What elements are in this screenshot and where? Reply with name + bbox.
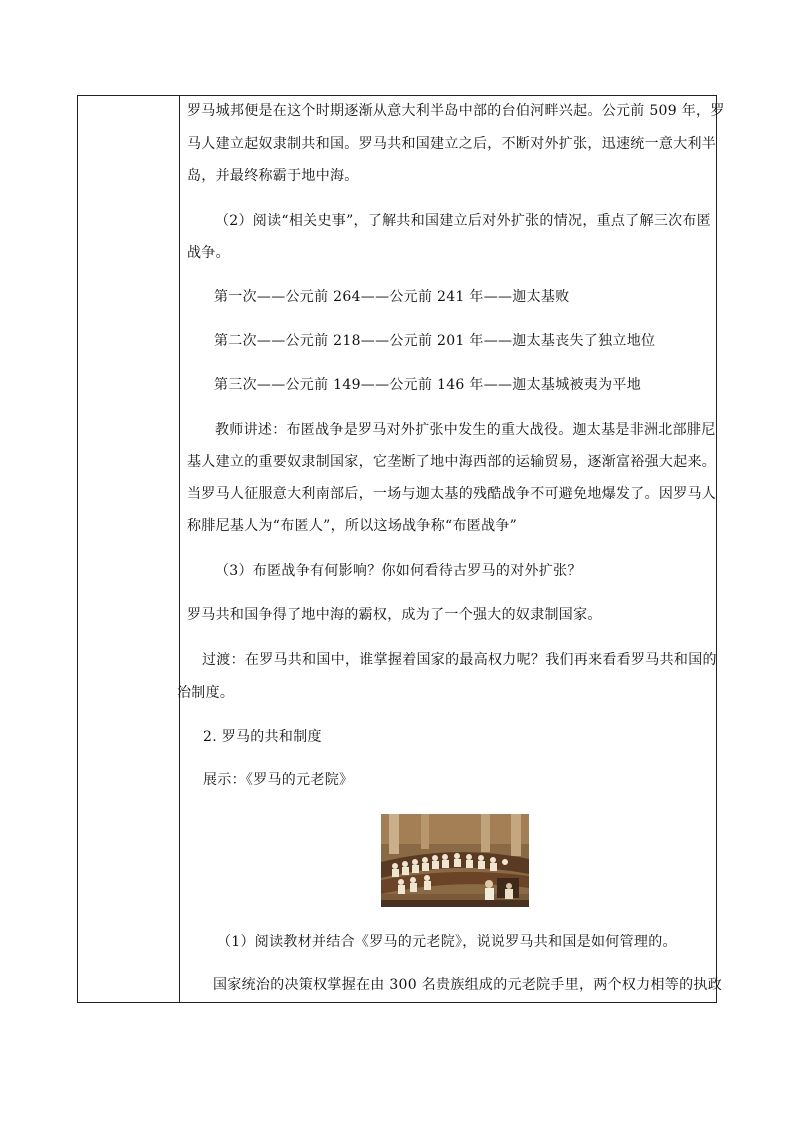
q3: （3）布匿战争有何影响？你如何看待古罗马的对外扩张？ xyxy=(215,563,582,579)
teacher-line-1: 教师讲述：布匿战争是罗马对外扩张中发生的重大战役。迦太基是非洲北部腓尼 xyxy=(215,422,716,438)
teacher-line-2: 基人建立的重要奴隶制国家，它垄断了地中海西部的运输贸易，逐渐富裕强大起来。 xyxy=(187,454,717,470)
para1-line-1: 罗马城邦便是在这个时期逐渐从意大利半岛中部的台伯河畔兴起。公元前 509 年，罗 xyxy=(187,103,725,119)
section-heading: 2. 罗马的共和制度 xyxy=(203,729,322,745)
last-line: 国家统治的决策权掌握在由 300 名贵族组成的元老院手里，两个权力相等的执政 xyxy=(213,977,723,993)
war-2: 第二次——公元前 218——公元前 201 年——迦太基丧失了独立地位 xyxy=(214,333,656,349)
transition-line-2: 治制度。 xyxy=(177,685,235,701)
column-divider xyxy=(179,96,180,1002)
war-3: 第三次——公元前 149——公元前 146 年——迦太基城被夷为平地 xyxy=(214,377,641,393)
roman-senate-painting xyxy=(381,814,529,907)
para1-line-3: 岛，并最终称霸于地中海。 xyxy=(187,168,359,184)
q2-line-2: 战争。 xyxy=(187,245,230,261)
transition-line-1: 过渡：在罗马共和国中，谁掌握着国家的最高权力呢？我们再来看看罗马共和国的 xyxy=(202,652,717,668)
war-1: 第一次——公元前 264——公元前 241 年——迦太基败 xyxy=(214,289,570,305)
q1: （1）阅读教材并结合《罗马的元老院》，说说罗马共和国是如何管理的。 xyxy=(217,934,677,950)
teacher-line-4: 称腓尼基人为“布匿人”，所以这场战争称“布匿战争” xyxy=(187,518,518,534)
teacher-line-3: 当罗马人征服意大利南部后，一场与迦太基的残酷战争不可避免地爆发了。因罗马人 xyxy=(187,486,717,502)
answer3: 罗马共和国争得了地中海的霸权，成为了一个强大的奴隶制国家。 xyxy=(187,607,602,623)
q2-line-1: （2）阅读“相关史事”，了解共和国建立后对外扩张的情况，重点了解三次布匿 xyxy=(215,213,712,229)
show-caption: 展示：《罗马的元老院》 xyxy=(203,772,354,788)
para1-line-2: 马人建立起奴隶制共和国。罗马共和国建立之后，不断对外扩张，迅速统一意大利半 xyxy=(187,136,717,152)
